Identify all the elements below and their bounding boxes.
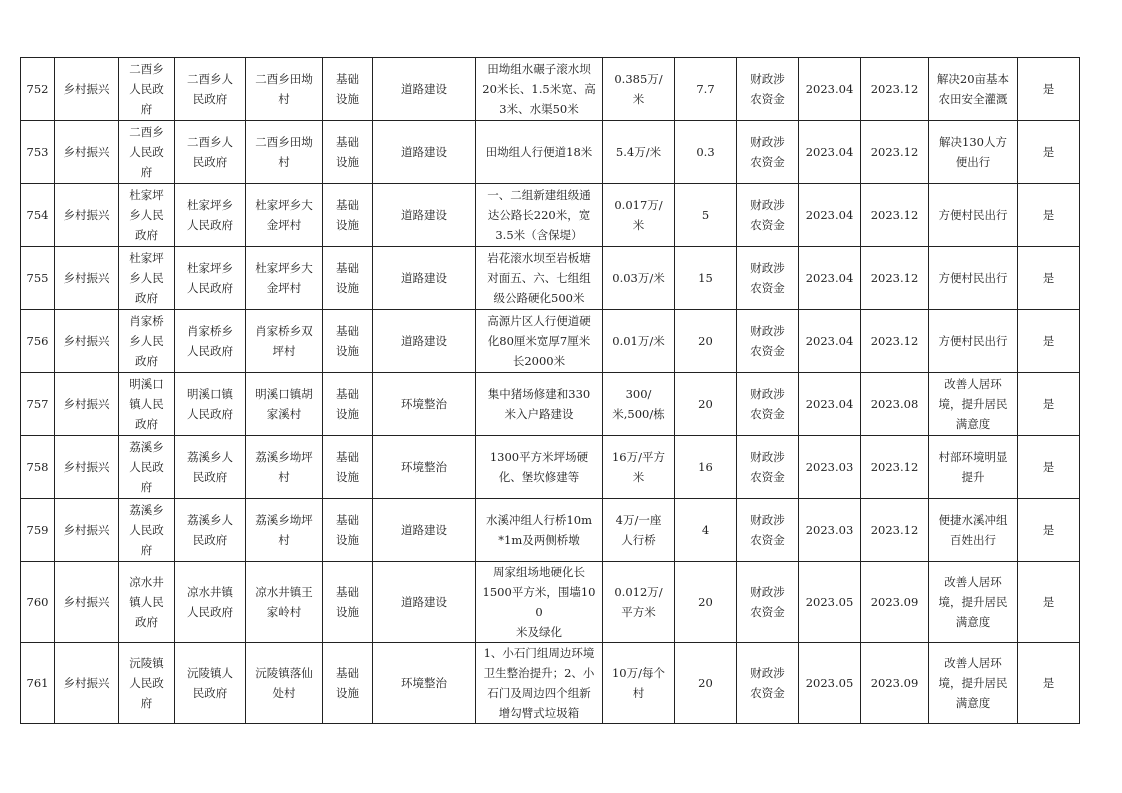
table-row <box>21 184 1080 247</box>
project-type: 基础 设施 <box>323 310 373 373</box>
unit-price: 0.012万/ 平方米 <box>603 562 675 643</box>
row-number: 756 <box>21 310 55 373</box>
flag: 是 <box>1018 643 1080 724</box>
responsible-unit: 凉水井 镇人民 政府 <box>119 562 175 643</box>
table-row <box>21 643 1080 724</box>
row-number: 761 <box>21 643 55 724</box>
end-date: 2023.09 <box>861 562 929 643</box>
project-type: 基础 设施 <box>323 58 373 121</box>
implementing-unit: 二酉乡人 民政府 <box>175 58 246 121</box>
responsible-unit: 荔溪乡 人民政 府 <box>119 436 175 499</box>
implementing-unit: 凉水井镇 人民政府 <box>175 562 246 643</box>
unit-price: 0.017万/ 米 <box>603 184 675 247</box>
implementing-unit: 杜家坪乡 人民政府 <box>175 247 246 310</box>
category: 乡村振兴 <box>55 562 119 643</box>
content: 高源片区人行便道硬 化80厘米宽厚7厘米 长2000米 <box>476 310 603 373</box>
unit-price: 16万/平方 米 <box>603 436 675 499</box>
implementing-unit: 肖家桥乡 人民政府 <box>175 310 246 373</box>
location: 沅陵镇落仙 处村 <box>246 643 323 724</box>
benefit: 方便村民出行 <box>929 184 1018 247</box>
fund-source: 财政涉 农资金 <box>737 373 799 436</box>
table-row <box>21 373 1080 436</box>
project-table <box>20 57 1080 724</box>
location: 荔溪乡坳坪 村 <box>246 499 323 562</box>
content: 岩花滚水坝至岩板塘 对面五、六、七组组 级公路硬化500米 <box>476 247 603 310</box>
sub-type: 环境整治 <box>373 643 476 724</box>
category: 乡村振兴 <box>55 436 119 499</box>
location: 二酉乡田坳 村 <box>246 121 323 184</box>
category: 乡村振兴 <box>55 58 119 121</box>
unit-price: 0.03万/米 <box>603 247 675 310</box>
amount: 15 <box>675 247 737 310</box>
unit-price: 0.385万/ 米 <box>603 58 675 121</box>
fund-source: 财政涉 农资金 <box>737 436 799 499</box>
flag: 是 <box>1018 562 1080 643</box>
benefit: 村部环境明显 提升 <box>929 436 1018 499</box>
row-number: 752 <box>21 58 55 121</box>
flag: 是 <box>1018 436 1080 499</box>
table-row <box>21 247 1080 310</box>
row-number: 757 <box>21 373 55 436</box>
category: 乡村振兴 <box>55 310 119 373</box>
implementing-unit: 明溪口镇 人民政府 <box>175 373 246 436</box>
row-number: 755 <box>21 247 55 310</box>
amount: 0.3 <box>675 121 737 184</box>
amount: 16 <box>675 436 737 499</box>
implementing-unit: 沅陵镇人 民政府 <box>175 643 246 724</box>
end-date: 2023.12 <box>861 499 929 562</box>
content: 1、小石门组周边环境 卫生整治提升；2、小 石门及周边四个组新 增勾臂式垃圾箱 <box>476 643 603 724</box>
table-body <box>21 58 1080 724</box>
content: 田坳组人行便道18米 <box>476 121 603 184</box>
unit-price: 5.4万/米 <box>603 121 675 184</box>
amount: 20 <box>675 373 737 436</box>
end-date: 2023.09 <box>861 643 929 724</box>
amount: 20 <box>675 562 737 643</box>
content: 一、二组新建组级通 达公路长220米，宽 3.5米（含保堤） <box>476 184 603 247</box>
amount: 5 <box>675 184 737 247</box>
unit-price: 4万/一座 人行桥 <box>603 499 675 562</box>
implementing-unit: 荔溪乡人 民政府 <box>175 436 246 499</box>
amount: 7.7 <box>675 58 737 121</box>
project-type: 基础 设施 <box>323 373 373 436</box>
project-type: 基础 设施 <box>323 121 373 184</box>
sub-type: 道路建设 <box>373 499 476 562</box>
fund-source: 财政涉 农资金 <box>737 499 799 562</box>
table-row <box>21 121 1080 184</box>
content: 田坳组水碾子滚水坝 20米长、1.5米宽、高 3米、水渠50米 <box>476 58 603 121</box>
implementing-unit: 杜家坪乡 人民政府 <box>175 184 246 247</box>
flag: 是 <box>1018 373 1080 436</box>
benefit: 方便村民出行 <box>929 310 1018 373</box>
project-type: 基础 设施 <box>323 499 373 562</box>
implementing-unit: 荔溪乡人 民政府 <box>175 499 246 562</box>
table-row <box>21 58 1080 121</box>
responsible-unit: 二酉乡 人民政 府 <box>119 58 175 121</box>
end-date: 2023.12 <box>861 121 929 184</box>
implementing-unit: 二酉乡人 民政府 <box>175 121 246 184</box>
sub-type: 道路建设 <box>373 562 476 643</box>
flag: 是 <box>1018 121 1080 184</box>
location: 明溪口镇胡 家溪村 <box>246 373 323 436</box>
fund-source: 财政涉 农资金 <box>737 310 799 373</box>
row-number: 759 <box>21 499 55 562</box>
category: 乡村振兴 <box>55 373 119 436</box>
location: 二酉乡田坳 村 <box>246 58 323 121</box>
flag: 是 <box>1018 247 1080 310</box>
sub-type: 道路建设 <box>373 247 476 310</box>
responsible-unit: 二酉乡 人民政 府 <box>119 121 175 184</box>
category: 乡村振兴 <box>55 121 119 184</box>
benefit: 改善人居环 境，提升居民 满意度 <box>929 373 1018 436</box>
fund-source: 财政涉 农资金 <box>737 643 799 724</box>
start-date: 2023.05 <box>799 562 861 643</box>
row-number: 760 <box>21 562 55 643</box>
content: 周家组场地硬化长 1500平方米，围墙100 米及绿化 <box>476 562 603 643</box>
responsible-unit: 肖家桥 乡人民 政府 <box>119 310 175 373</box>
start-date: 2023.04 <box>799 58 861 121</box>
amount: 20 <box>675 643 737 724</box>
start-date: 2023.03 <box>799 436 861 499</box>
start-date: 2023.04 <box>799 184 861 247</box>
responsible-unit: 荔溪乡 人民政 府 <box>119 499 175 562</box>
benefit: 改善人居环 境，提升居民 满意度 <box>929 643 1018 724</box>
flag: 是 <box>1018 58 1080 121</box>
category: 乡村振兴 <box>55 247 119 310</box>
location: 荔溪乡坳坪 村 <box>246 436 323 499</box>
end-date: 2023.12 <box>861 436 929 499</box>
project-type: 基础 设施 <box>323 184 373 247</box>
fund-source: 财政涉 农资金 <box>737 58 799 121</box>
project-type: 基础 设施 <box>323 247 373 310</box>
table-row <box>21 499 1080 562</box>
amount: 4 <box>675 499 737 562</box>
unit-price: 300/ 米,500/栋 <box>603 373 675 436</box>
location: 凉水井镇王 家岭村 <box>246 562 323 643</box>
table-row <box>21 310 1080 373</box>
benefit: 改善人居环 境，提升居民 满意度 <box>929 562 1018 643</box>
fund-source: 财政涉 农资金 <box>737 184 799 247</box>
end-date: 2023.12 <box>861 310 929 373</box>
start-date: 2023.04 <box>799 373 861 436</box>
responsible-unit: 沅陵镇 人民政 府 <box>119 643 175 724</box>
location: 杜家坪乡大 金坪村 <box>246 247 323 310</box>
flag: 是 <box>1018 184 1080 247</box>
category: 乡村振兴 <box>55 184 119 247</box>
benefit: 解决20亩基本 农田安全灌溉 <box>929 58 1018 121</box>
benefit: 便捷水溪冲组 百姓出行 <box>929 499 1018 562</box>
sub-type: 道路建设 <box>373 310 476 373</box>
project-type: 基础 设施 <box>323 562 373 643</box>
unit-price: 0.01万/米 <box>603 310 675 373</box>
sub-type: 环境整治 <box>373 373 476 436</box>
start-date: 2023.03 <box>799 499 861 562</box>
table-row <box>21 562 1080 643</box>
location: 肖家桥乡双 坪村 <box>246 310 323 373</box>
content: 1300平方米坪场硬 化、堡坎修建等 <box>476 436 603 499</box>
unit-price: 10万/每个 村 <box>603 643 675 724</box>
category: 乡村振兴 <box>55 643 119 724</box>
responsible-unit: 明溪口 镇人民 政府 <box>119 373 175 436</box>
fund-source: 财政涉 农资金 <box>737 562 799 643</box>
table-row <box>21 436 1080 499</box>
start-date: 2023.05 <box>799 643 861 724</box>
sub-type: 道路建设 <box>373 58 476 121</box>
row-number: 753 <box>21 121 55 184</box>
fund-source: 财政涉 农资金 <box>737 121 799 184</box>
end-date: 2023.12 <box>861 184 929 247</box>
start-date: 2023.04 <box>799 247 861 310</box>
end-date: 2023.08 <box>861 373 929 436</box>
location: 杜家坪乡大 金坪村 <box>246 184 323 247</box>
end-date: 2023.12 <box>861 58 929 121</box>
fund-source: 财政涉 农资金 <box>737 247 799 310</box>
project-type: 基础 设施 <box>323 436 373 499</box>
amount: 20 <box>675 310 737 373</box>
project-type: 基础 设施 <box>323 643 373 724</box>
responsible-unit: 杜家坪 乡人民 政府 <box>119 247 175 310</box>
category: 乡村振兴 <box>55 499 119 562</box>
benefit: 解决130人方 便出行 <box>929 121 1018 184</box>
sub-type: 环境整治 <box>373 436 476 499</box>
responsible-unit: 杜家坪 乡人民 政府 <box>119 184 175 247</box>
benefit: 方便村民出行 <box>929 247 1018 310</box>
content: 集中猪场修建和330 米入户路建设 <box>476 373 603 436</box>
content: 水溪冲组人行桥10m *1m及两侧桥墩 <box>476 499 603 562</box>
start-date: 2023.04 <box>799 310 861 373</box>
flag: 是 <box>1018 310 1080 373</box>
row-number: 758 <box>21 436 55 499</box>
end-date: 2023.12 <box>861 247 929 310</box>
row-number: 754 <box>21 184 55 247</box>
start-date: 2023.04 <box>799 121 861 184</box>
sub-type: 道路建设 <box>373 184 476 247</box>
sub-type: 道路建设 <box>373 121 476 184</box>
flag: 是 <box>1018 499 1080 562</box>
